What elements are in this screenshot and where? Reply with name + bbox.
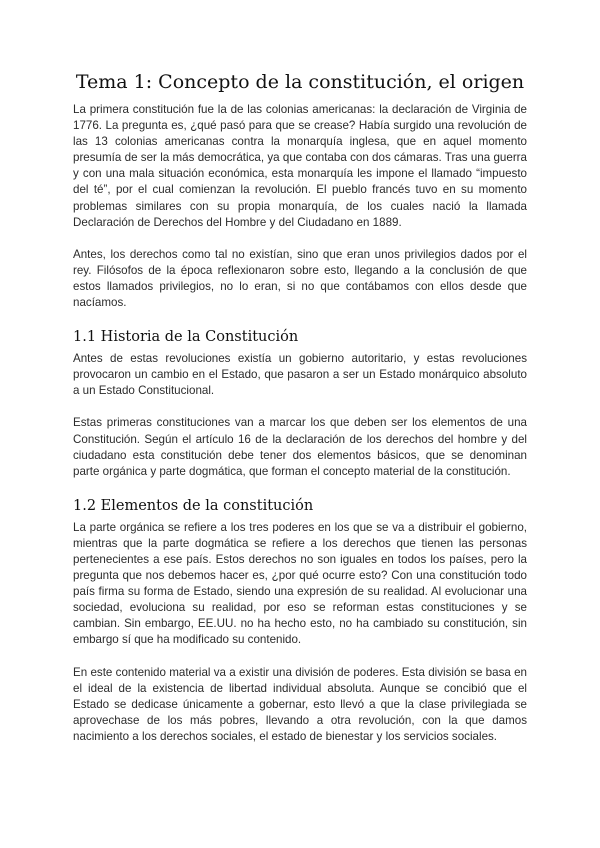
section-heading-historia: 1.1 Historia de la Constitución: [73, 329, 299, 346]
elementos-paragraph-1: La parte orgánica se refiere a los tres poderes en los que se va a distribuir el gobierno, mientras que la parte dogmática se refiere a los derechos que tienen las personas pertenecientes a ese país. Estos derechos no son iguales en todos los países, pero la pregunta que nos debemos hacer es, ¿por qué ocurre esto? Con una constitución todo país firma su forma de Estado, siendo una expresión de su realidad. Al evolucionar una sociedad, evoluciona su realidad, por eso se reforman estas constituciones y se cambian. Sin embargo, EE.UU. no ha hecho esto, no ha cambiado su constitución, sin embargo sí que ha modificado su contenido.: [73, 520, 527, 647]
intro-paragraph-1: La primera constitución fue la de las colonias americanas: la declaración de Virginia de 1776. La pregunta es, ¿qué pasó para que se crease? Había surgido una revolución de las 13 colonias americanas contra la monarquía inglesa, que en aquel momento presumía de ser la más democrática, ya que contaba con dos cámaras. Tras una guerra y con una mala situación económica, esta monarquía les impone el llamado “impuesto del té”, por el cual comienzan la revolución. El pueblo francés tuvo en su momento problemas similares con su propia monarquía, de los cuales nació la llamada Declaración de Derechos del Hombre y del Ciudadano en 1889.: [73, 103, 527, 229]
document-page: [73, 68, 527, 745]
historia-paragraph-2: Estas primeras constituciones van a marcar los que deben ser los elementos de una Constitución. Según el artículo 16 de la declaración de los derechos del hombre y del ciudadano esta constitución debe tener dos elementos básicos, que se denominan parte orgánica y parte dogmática, que forman el concepto material de la constitución.: [73, 416, 527, 478]
historia-paragraph-1: Antes de estas revoluciones existía un gobierno autoritario, y estas revoluciones provocaron un cambio en el Estado, que pasaron a ser un Estado monárquico absoluto a un Estado Constitucional.: [73, 352, 527, 398]
elementos-paragraph-2: En este contenido material va a existir una división de poderes. Esta división se basa en el ideal de la existencia de libertad individual absoluta. Aunque se concibió que el Estado se dedicase únicamente a gobernar, esto llevó a que la clase privilegiada se aprovechase de los más pobres, llevando a otra revolución, con la que damos nacimiento a los derechos sociales, el estado de bienestar y los servicios sociales.: [73, 665, 527, 743]
section-heading-elementos: 1.2 Elementos de la constitución: [73, 497, 314, 514]
intro-paragraph-2: Antes, los derechos como tal no existían, sino que eran unos privilegios dados por el rey. Filósofos de la época reflexionaron sobre esto, llegando a la conclusión de que estos llamados privilegios, no lo eran, si no que contábamos con ellos desde que nacíamos.: [73, 247, 527, 310]
page-title: Tema 1: Concepto de la constitución, el origen: [75, 71, 525, 93]
